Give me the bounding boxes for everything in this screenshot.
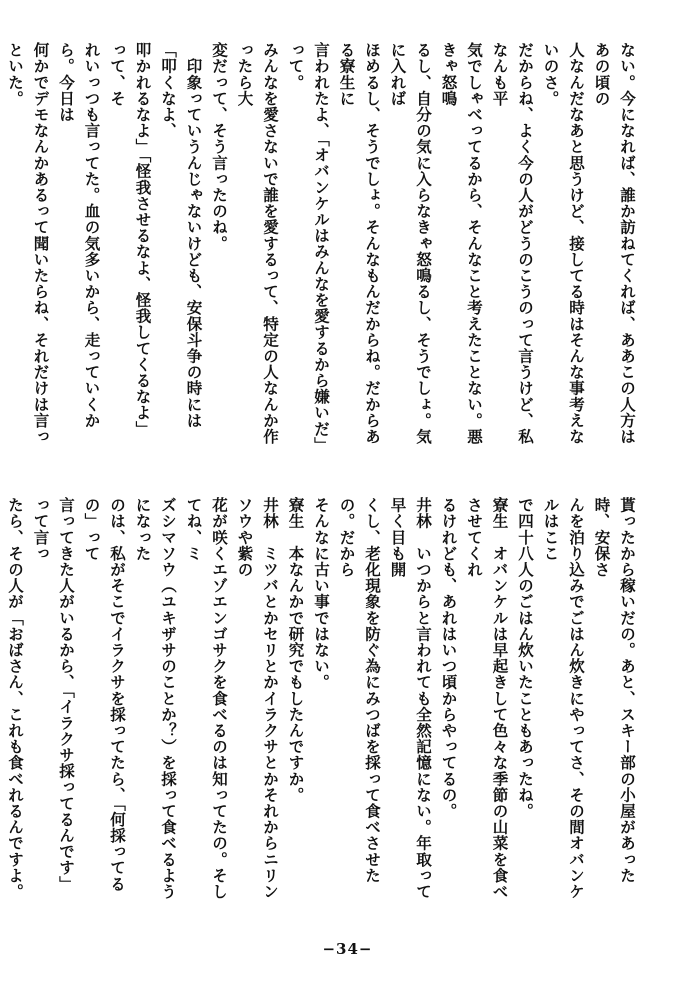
text-line: 何かでデモなんかあるって聞いたらね、それだけは言っといた。	[6, 42, 51, 445]
text-line: だからね、よく今の人がどうのこうのって言うけど、私なんも平	[490, 42, 535, 445]
text-line: れいっつも言ってた。血の気多いから、走っていくから。今日は	[57, 42, 102, 429]
text-line: たら、その人が「おばさん、これも食べれるんですよ。	[6, 497, 25, 900]
text-line: 寮生 オバンケルは早起きして色々な季節の山菜を食べさせてくれ	[465, 497, 510, 900]
text-line: みんなを愛さないで誰を愛するって、特定の人なんか作ったら大	[235, 42, 280, 445]
text-line: 井林 いつからと言われても全然記憶にない。年取って早く目も開	[388, 497, 433, 900]
text-line: 井林 ミツバとかセリとかイラクサとかそれからニリンソウや紫の	[235, 497, 280, 900]
text-line: 貰ったから稼いだの。あと、スキー部の小屋があった時、安保さ	[592, 497, 637, 884]
text-line: 人なんだなあと思うけど、接してる時はそんな事考えないのさ。	[541, 42, 586, 445]
lower-text-block	[6, 497, 640, 907]
text-line: 花が咲くエゾエンゴサクを食べるのは知ってたの。そしてね、ミ	[184, 497, 229, 900]
text-line: ほめるし、そうでしょ。そんなもんだからね。だからある寮生に	[337, 42, 382, 445]
text-line: 気でしゃべってるから、そんなこと考えたことない。悪きゃ怒鳴	[439, 42, 484, 445]
text-line: そんなに古い事ではない。	[312, 497, 331, 691]
text-line: 印象っていうんじゃないけども、安保斗争の時には「叩くなよ、	[159, 42, 204, 429]
text-line: のは、私がそこでイラクサを採ってたら、「何採ってるの」って	[82, 497, 127, 892]
text-line: るけれども、あれはいつ頃からやってるの。	[439, 497, 459, 819]
text-line: ない。今になれば、誰か訪ねてくれば、ああこの人方はあの頃の	[592, 42, 637, 445]
text-line: 変だって、そう言ったのね。	[210, 42, 229, 252]
text-line: 言われたよ、「オバンケルはみんなを愛するから嫌いだ」って。	[286, 42, 331, 446]
text-line: 言ってきた人がいるから、「イラクサ採ってるんです」って言っ	[31, 497, 76, 892]
page-number: −34−	[322, 940, 373, 958]
text-line: 寮生 本なんかで研究でもしたんですか。	[286, 497, 306, 803]
text-line: くし、老化現象を防ぐ為にみつばを採って食べさせたの。だから	[337, 497, 382, 884]
text-line: んを泊り込みでごはん炊きにやってさ、その間オバンケルはここ	[541, 497, 586, 900]
text-line: 叩かれるなよ」「怪我させるなよ、怪我してくるなよ」って、そ	[108, 42, 153, 437]
text-line: ズシマソウ（ユキザサのことか？）を採って食べるようになった	[133, 497, 178, 900]
text-line: るし、自分の気に入らなきゃ怒鳴るし、そうでしょ。気に入れば	[388, 42, 433, 445]
upper-text-block	[6, 42, 640, 452]
text-line	[0, 42, 3, 452]
text-line: で四十八人のごはん炊いたこともあったね。	[516, 497, 535, 819]
